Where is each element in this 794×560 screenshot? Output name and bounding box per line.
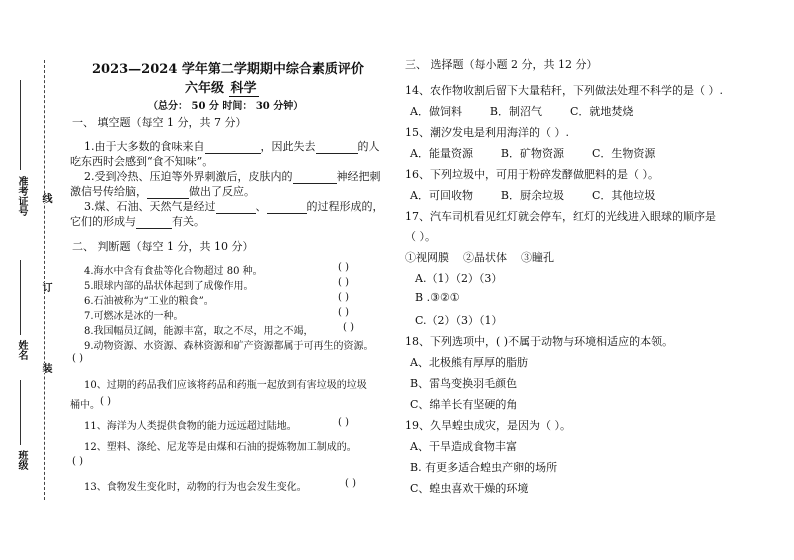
question-9-paren[interactable]: ( ) — [72, 353, 83, 364]
question-3-line1: 3.煤、石油、天然气是经过 、 的过程形成的， — [84, 200, 384, 213]
question-17-line1: 17、汽车司机看见红灯就会停车，红灯的光线进入眼球的顺序是 — [405, 210, 716, 223]
question-17-items: ①视网膜 ②晶状体 ③瞳孔 — [405, 251, 554, 264]
question-12: 12、塑料、涤纶、尼龙等是由煤和石油的提炼物加工制成的。 — [84, 442, 357, 453]
grade-label: 六年级 — [185, 81, 225, 96]
question-6-paren[interactable]: ( ) — [338, 292, 349, 303]
question-18-option-b: B、雷鸟变换羽毛颜色 — [410, 377, 518, 390]
question-13: 13、食物发生变化时，动物的行为也会发生变化。 — [84, 482, 307, 493]
section3-heading: 三、 选择题（每小题 2 分，共 12 分） — [405, 58, 598, 71]
question-5: 5.眼球内部的晶状体起到了成像作用。 — [84, 281, 254, 292]
question-17-line2: （ ）。 — [405, 230, 436, 243]
student-name-label: 姓名 — [16, 340, 27, 360]
question-14: 14、农作物收割后留下大量秸秆，下列做法处理不科学的是（ ）. — [405, 84, 723, 97]
section2-heading: 二、 判断题（每空 1 分，共 10 分） — [72, 240, 254, 253]
subject-label: 科学 — [230, 81, 257, 96]
answer-blank[interactable] — [136, 228, 172, 229]
question-4: 4.海水中含有食盐等化合物超过 80 种。 — [84, 266, 263, 277]
question-17-option-c: C.（2）（3）（1） — [415, 314, 503, 327]
name-blank — [20, 260, 21, 335]
exam-title: 2023—2024 学年第二学期期中综合素质评价 — [92, 62, 364, 77]
exam-meta: （总分： 50 分 时间： 30 分钟） — [148, 101, 304, 112]
question-6: 6.石油被称为“工业的粮食”。 — [84, 296, 214, 307]
question-19-option-b: B. 有更多适合蝗虫产卵的场所 — [410, 461, 558, 474]
question-3-line2: 它们的形成与 有关。 — [70, 215, 205, 228]
question-17-option-b: B .③②① — [415, 291, 460, 304]
question-13-paren[interactable]: ( ) — [345, 478, 356, 489]
binding-mark-line: 线 — [40, 193, 51, 203]
answer-blank[interactable] — [216, 213, 256, 214]
question-19: 19、久旱蝗虫成灾，是因为（ ）。 — [405, 419, 571, 432]
question-2-line2: 激信号传给脑， 做出了反应。 — [70, 185, 255, 198]
answer-blank[interactable] — [293, 183, 337, 184]
question-15-options: A．能量资源 B．矿物资源 C．生物资源 — [410, 147, 656, 160]
question-1-line2: 吃东西时会感到“食不知味”。 — [70, 155, 214, 168]
section1-heading: 一、 填空题（每空 1 分，共 7 分） — [72, 116, 247, 129]
question-8-paren[interactable]: ( ) — [343, 322, 354, 333]
question-15: 15、潮汐发电是利用海洋的（ ）. — [405, 126, 569, 139]
question-18: 18、下列选项中，( )不属于动物与环境相适应的本领。 — [405, 335, 674, 348]
answer-blank[interactable] — [316, 153, 358, 154]
question-18-option-a: A、北极熊有厚厚的脂肪 — [410, 356, 528, 369]
question-19-option-c: C、蝗虫喜欢干燥的环境 — [410, 482, 529, 495]
answer-blank[interactable] — [267, 213, 307, 214]
question-4-paren[interactable]: ( ) — [338, 262, 349, 273]
grade-subject — [185, 77, 259, 96]
question-19-option-a: A、干旱造成食物丰富 — [410, 440, 517, 453]
question-18-option-c: C、绵羊长有坚硬的角 — [410, 398, 518, 411]
question-1-line1: 1.由于大多数的食味来自 ，因此失去 的人 — [84, 140, 380, 153]
binding-mark-ding: 订 — [40, 282, 51, 292]
class-label: 班级 — [16, 450, 27, 470]
question-11: 11、海洋为人类提供食物的能力远远超过陆地。 — [84, 421, 297, 432]
exam-number-blank — [20, 80, 21, 170]
question-9: 9.动物资源、水资源、森林资源和矿产资源都属于可再生的资源。 — [84, 341, 374, 352]
question-10-line2: 桶中。 — [70, 400, 100, 411]
question-2-line1: 2.受到冷热、压迫等外界刺激后，皮肤内的 神经把刺 — [84, 170, 381, 183]
question-16: 16、下列垃圾中，可用于粉碎发酵做肥料的是（ ）。 — [405, 168, 659, 181]
class-blank — [20, 380, 21, 445]
question-16-options: A．可回收物 B．厨余垃圾 C．其他垃圾 — [410, 189, 656, 202]
question-7-paren[interactable]: ( ) — [338, 307, 349, 318]
question-10-line1: 10、过期的药品我们应该将药品和药瓶一起放到有害垃圾的垃圾 — [84, 380, 367, 391]
question-14-options: A．做饲料 B．制沼气 C．就地焚烧 — [410, 105, 634, 118]
binding-mark-zhuang: 装 — [40, 363, 51, 373]
question-5-paren[interactable]: ( ) — [338, 277, 349, 288]
exam-number-label: 准考证号 — [16, 176, 27, 216]
question-12-paren[interactable]: ( ) — [72, 456, 83, 467]
question-7: 7.可燃冰是冰的一种。 — [84, 311, 184, 322]
question-10-paren[interactable]: ( ) — [100, 396, 111, 407]
binding-dashed-line — [44, 60, 45, 500]
question-11-paren[interactable]: ( ) — [338, 417, 349, 428]
question-8: 8.我国幅员辽阔，能源丰富，取之不尽，用之不竭， — [84, 326, 314, 337]
question-17-option-a: A.（1）（2）（3） — [415, 272, 503, 285]
